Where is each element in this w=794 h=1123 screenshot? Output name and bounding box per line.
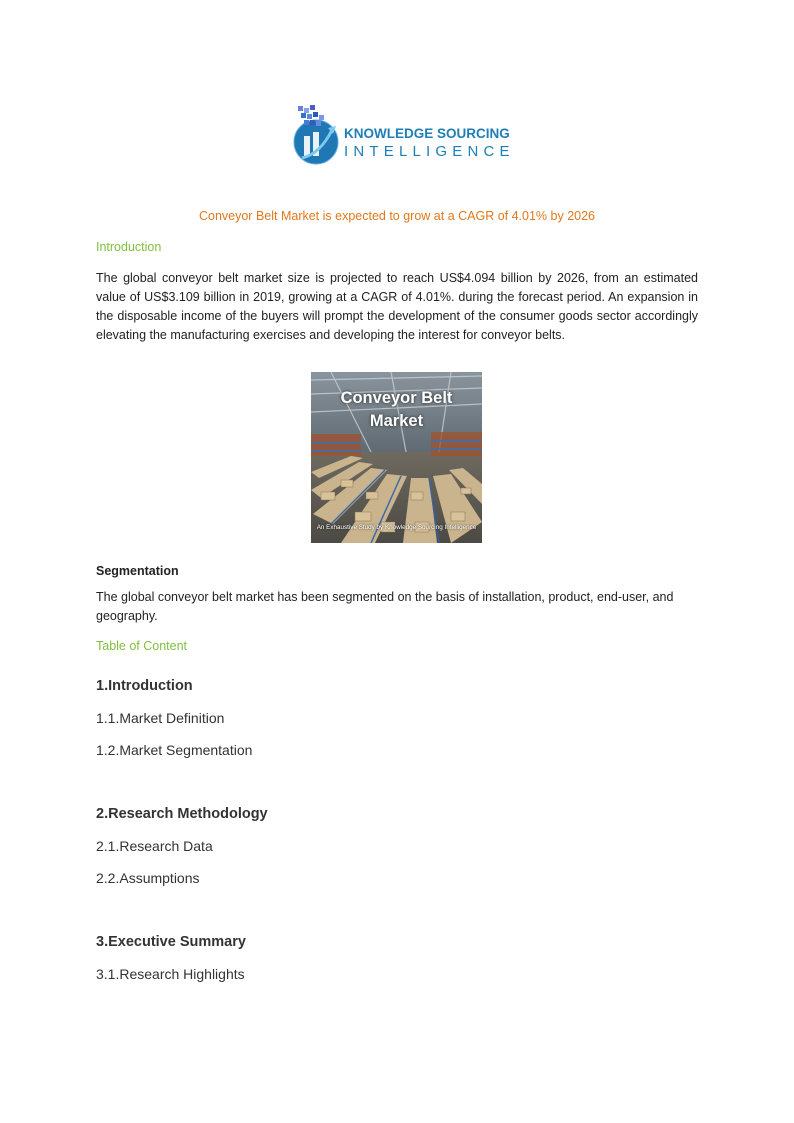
toc-section-title: 2.Research Methodology	[96, 806, 268, 822]
toc-item: 3.1.Research Highlights	[96, 966, 245, 982]
toc-item: 2.1.Research Data	[96, 838, 213, 854]
cover-caption: An Exhaustive Study by Knowledge Sourcing Intelligence	[316, 524, 477, 531]
introduction-heading: Introduction	[96, 240, 162, 254]
report-title: Conveyor Belt Market is expected to grow at a CAGR of 4.01% by 2026	[198, 209, 596, 223]
company-logo	[290, 104, 515, 166]
logo-text-line1: KNOWLEDGE SOURCING	[344, 126, 510, 141]
cover-title-line2: Market	[369, 412, 424, 430]
toc-item: 1.1.Market Definition	[96, 710, 225, 726]
toc-item: 2.2.Assumptions	[96, 870, 200, 886]
introduction-paragraph: The global conveyor belt market size is projected to reach US$4.094 billion by 2026, from an estimated value of US$3.109 billion in 2019, growing at a CAGR of 4.01%. during the forecast period. An expansion in the disposable income of the buyers will prompt the development of the consumer goods sector accordingly elevating the manufacturing exercises and developing the interest for conveyor belts.	[96, 271, 698, 342]
segmentation-paragraph: The global conveyor belt market has been segmented on the basis of installation, product, end-user, and geography.	[96, 590, 674, 623]
cover-title-line1: Conveyor Belt	[340, 389, 453, 407]
logo-text-line2: INTELLIGENCE	[344, 143, 515, 160]
toc-section-title: 3.Executive Summary	[96, 934, 246, 950]
segmentation-heading: Segmentation	[96, 564, 179, 578]
toc-heading: Table of Content	[96, 639, 188, 653]
cover-image	[311, 372, 482, 543]
toc-section-title: 1.Introduction	[96, 678, 193, 694]
logo-mark-icon	[290, 104, 342, 166]
toc-item: 1.2.Market Segmentation	[96, 742, 253, 758]
